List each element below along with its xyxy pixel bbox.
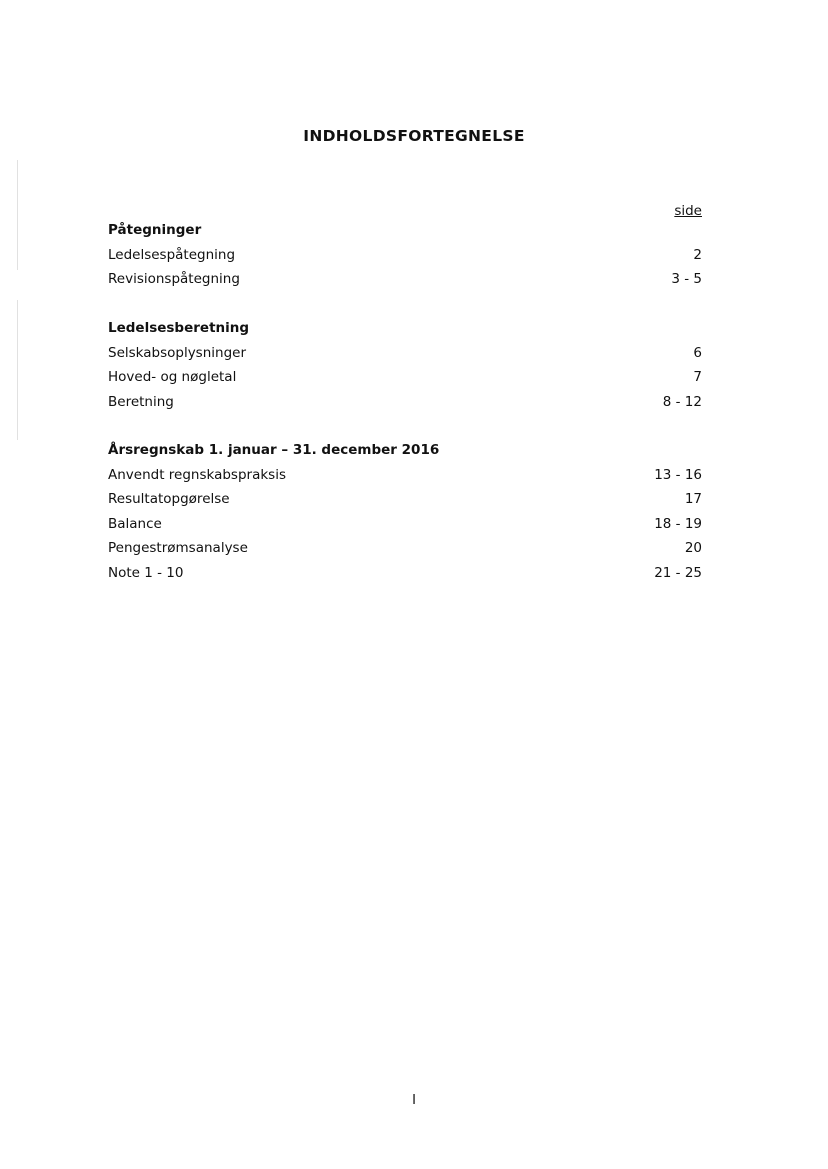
section-heading: Påtegninger bbox=[108, 222, 202, 238]
toc-entry-label: Anvendt regnskabspraksis bbox=[108, 466, 286, 483]
toc-entry bbox=[108, 365, 702, 390]
toc-entry-label: Selskabsoplysninger bbox=[108, 344, 247, 361]
page-number: I bbox=[412, 1093, 416, 1108]
page-title: INDHOLDSFORTEGNELSE bbox=[303, 127, 525, 145]
toc-section bbox=[108, 218, 702, 292]
toc-entry bbox=[108, 487, 702, 512]
scan-margin-mark bbox=[17, 160, 18, 270]
scan-margin-mark bbox=[17, 300, 18, 440]
toc-entry bbox=[108, 512, 702, 537]
toc-entry bbox=[108, 341, 702, 366]
toc-entry-label: Resultatopgørelse bbox=[108, 491, 230, 507]
toc-entry bbox=[108, 267, 702, 292]
toc-entry-pages: 7 bbox=[693, 369, 702, 385]
toc-entry-label: Revisionspåtegning bbox=[108, 271, 240, 287]
toc-entry-pages: 20 bbox=[684, 540, 702, 556]
toc-entry-pages: 13 - 16 bbox=[654, 466, 702, 483]
toc-entry bbox=[108, 243, 702, 268]
toc-entry-pages: 17 bbox=[684, 491, 702, 507]
toc-entry-pages: 18 - 19 bbox=[654, 515, 702, 532]
toc-entry-label: Pengestrømsanalyse bbox=[108, 540, 248, 556]
toc-entry bbox=[108, 463, 702, 488]
toc-entry bbox=[108, 536, 702, 561]
toc-entry-label: Note 1 - 10 bbox=[108, 564, 184, 581]
toc-entry-pages: 2 bbox=[693, 246, 702, 263]
toc-entry-pages: 8 - 12 bbox=[662, 393, 702, 410]
toc-entry-label: Beretning bbox=[108, 393, 174, 410]
toc-entry-label: Hoved- og nøgletal bbox=[108, 369, 237, 385]
toc-entry-pages: 3 - 5 bbox=[671, 271, 702, 287]
toc-entry bbox=[108, 390, 702, 415]
page-column-header: side bbox=[674, 203, 702, 219]
toc-entry bbox=[108, 561, 702, 586]
toc-entry-label: Ledelsespåtegning bbox=[108, 246, 236, 263]
section-heading: Ledelsesberetning bbox=[108, 320, 250, 336]
toc-section bbox=[108, 438, 702, 585]
toc-entry-pages: 21 - 25 bbox=[654, 564, 702, 581]
section-heading: Årsregnskab 1. januar – 31. december 2016 bbox=[108, 442, 440, 458]
toc-entry-label: Balance bbox=[108, 515, 162, 532]
toc-entry-pages: 6 bbox=[693, 344, 702, 361]
toc-section bbox=[108, 316, 702, 414]
